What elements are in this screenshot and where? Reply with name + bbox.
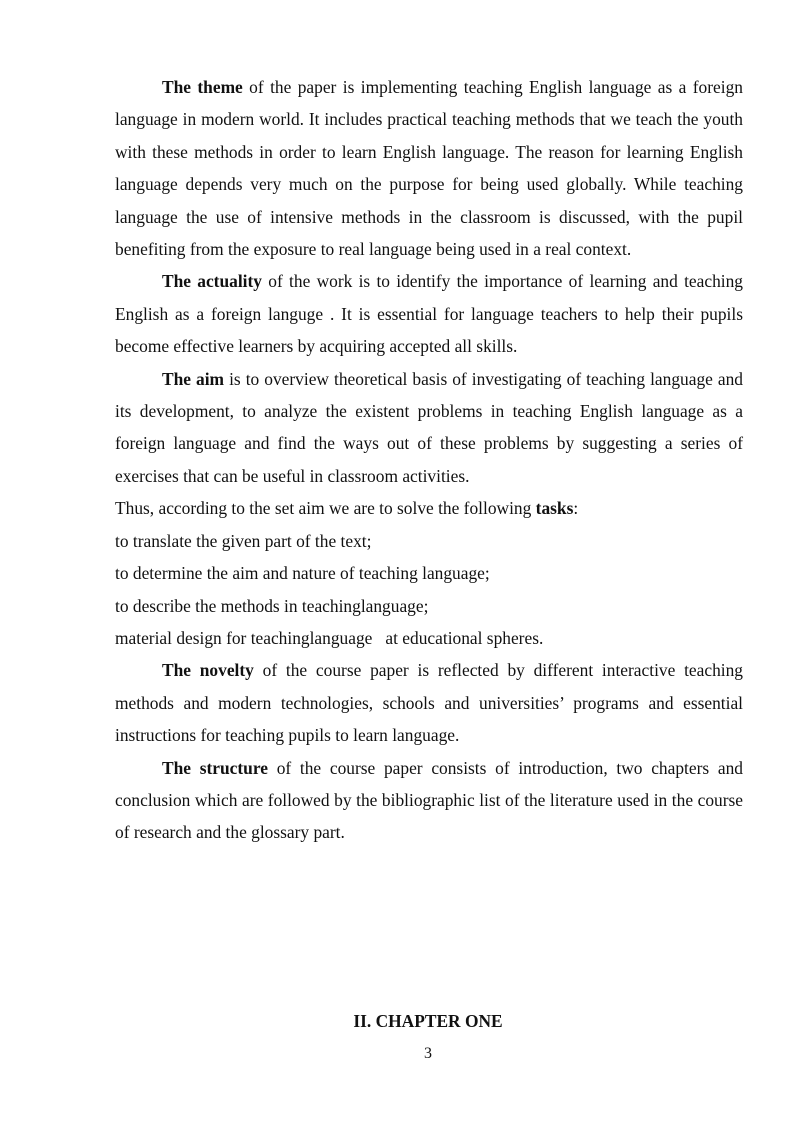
novelty-text: of the course paper is reflected by different interactive teaching methods and modern technologies, schools and universities’ programs and essential instructions for teaching pupils to learn language. [115,660,743,746]
aim-paragraph [115,363,743,493]
actuality-text: of the work is to identify the importance of learning and teaching English as a foreign languge . It is essential for language teachers to help their pupils become effective learners by acquiring accepted all skills. [115,271,744,357]
task-item: material design for teachinglanguage at educational spheres. [115,627,544,648]
theme-paragraph [115,71,743,265]
actuality-paragraph [115,265,743,362]
novelty-label: The novelty [162,660,254,681]
tasks-label: tasks [535,498,574,519]
actuality-label: The actuality [162,271,262,292]
structure-paragraph [115,752,743,849]
tasks-intro-suffix: : [573,498,579,519]
tasks-intro-text: Thus, according to the set aim we are to solve the following [115,498,536,519]
structure-label: The structure [162,757,268,778]
task-item: to determine the aim and nature of teaching language; [115,563,490,584]
theme-text: of the paper is implementing teaching English language as a foreign language in modern world. It includes practical teaching methods that we teach the youth with these methods in order to learn English language. The reason for learning English language depends very much on the purpose for being used globally. While teaching language the use of intensive methods in the classroom is discussed, with the pupil benefiting from the exposure to real language being used in a real context. [115,77,743,260]
aim-text: is to overview theoretical basis of investigating of teaching language and its development, to analyze the existent problems in teaching English language as a foreign language and find the ways out of these problems by suggesting a series of exercises that can be useful in classroom activities. [115,368,743,486]
body-text [115,71,743,849]
novelty-paragraph [115,654,743,751]
aim-label: The aim [162,368,225,389]
chapter-heading: II. CHAPTER ONE [353,1011,503,1031]
structure-text: of the course paper consists of introduction, two chapters and conclusion which are followed by the bibliographic list of the literature used in the course of research and the glossary part. [115,757,743,843]
task-item: to describe the methods in teachinglanguage; [115,595,429,616]
task-item: to translate the given part of the text; [115,530,372,551]
page-number: 3 [424,1045,432,1062]
tasks-intro-paragraph [115,492,743,524]
theme-label: The theme [162,77,243,97]
